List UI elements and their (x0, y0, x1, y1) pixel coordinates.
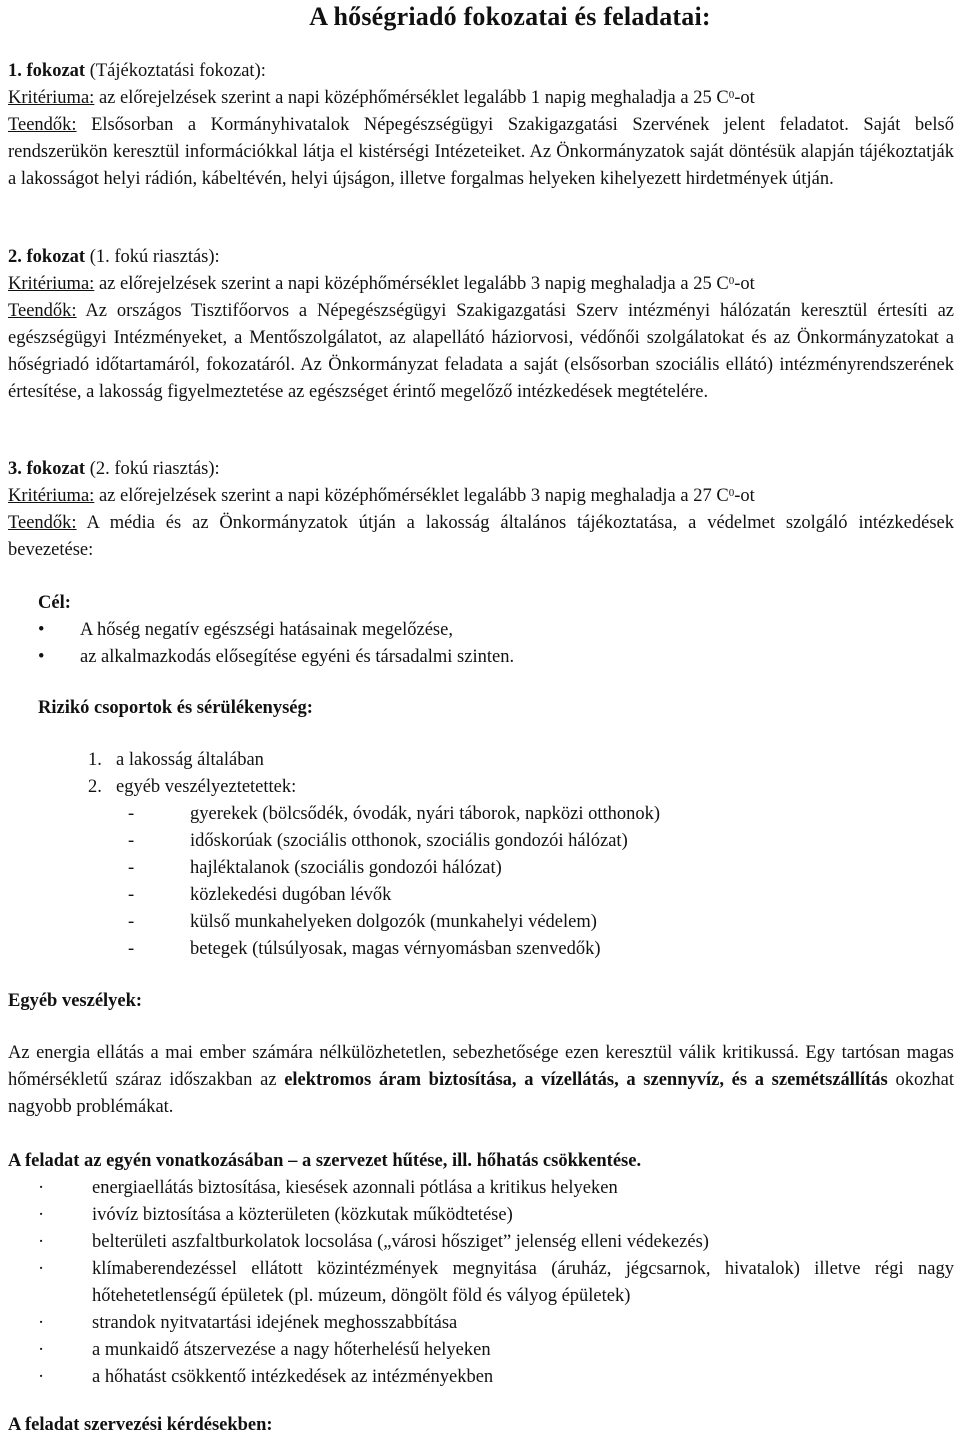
risk-number: 1. (88, 750, 102, 770)
risk-dash-text: időskorúak (szociális otthonok, szociális gondozói hálózat) (190, 831, 628, 851)
middot-marker: · (38, 1340, 45, 1360)
middot-marker: · (38, 1259, 45, 1279)
level2-section (8, 244, 954, 406)
level1-tasks-text: Elsősorban a Kormányhivatalok Népegészségügyi Szakigazgatási Szervének jelent feladatot. Saját belső rendszerükön keresztül információkkal látja el kistérségi Intézeteiket. Az Önkormányzatok saját döntésük alapján tájékoztatják a lakosságot helyi rádión, kábeltévén, helyi újságon, illetve forgalmas helyeken kihelyezett hirdetmények útján. (8, 115, 954, 189)
dash-marker: - (128, 912, 135, 932)
level3-criteria-text: az előrejelzések szerint a napi középhőmérséklet legalább 3 napig meghaladja a 27 C (94, 486, 729, 506)
other-paragraph (8, 1040, 954, 1121)
risk-dash-text: külső munkahelyeken dolgozók (munkahelyi védelem) (190, 912, 597, 932)
level1-criteria-label: Kritériuma: (8, 88, 95, 108)
goal-item-text: az alkalmazkodás elősegítése egyéni és társadalmi szinten. (80, 647, 515, 667)
other-text-bold: elektromos áram biztosítása, a vízellátás, a szennyvíz, és a szemétszállítás (284, 1070, 888, 1090)
task-item (38, 1229, 954, 1256)
risk-dash-item (128, 882, 391, 909)
risk-dash-item (128, 909, 597, 936)
risk-dash-item (128, 855, 502, 882)
task-item (38, 1175, 954, 1202)
goal-item-text: A hőség negatív egészségi hatásainak megelőzése, (80, 620, 453, 640)
task-item-text: a hőhatást csökkentő intézkedések az intézményekben (92, 1367, 494, 1387)
bullet-icon: • (38, 647, 45, 667)
risk-dash-text: gyerekek (bölcsődék, óvodák, nyári táborok, napközi otthonok) (190, 804, 661, 824)
level2-tasks-label: Teendők: (8, 301, 77, 321)
level2-tasks-text: Az országos Tisztifőorvos a Népegészségügyi Szakigazgatási Szerv intézményi hálózatán keresztül értesíti az egészségügyi Intézményeket, a Mentőszolgálatot, az alapellátó háziorvosi, védőnői szolgálatokat és az Önkormányzatokat a hőségriadó időtartamáról, fokozatáról. Az Önkormányzat feladata a saját (elsősorban szociális ellátó) intézményrendszerének értesítése, a lakosság figyelmeztetése az egészséget érintő megelőző intézkedések megtételére. (8, 301, 954, 402)
level2-criteria-text: az előrejelzések szerint a napi középhőmérséklet legalább 3 napig meghaladja a 25 C (94, 274, 729, 294)
risk-dash-item (128, 828, 628, 855)
task-item (38, 1256, 954, 1310)
level1-tasks-label: Teendők: (8, 115, 77, 135)
level1-section (8, 58, 954, 193)
task-heading-bold: egyén vonatkozásában – a szervezet hűtése, ill. hőhatás csökkentése. (106, 1151, 642, 1171)
other-text-end: okozhat nagyobb problémákat. (8, 1070, 954, 1117)
level1-heading-num: 1. fokozat (8, 61, 86, 81)
risk-numbered-item (88, 774, 296, 801)
risk-numbered-text: a lakosság általában (116, 750, 264, 770)
bullet-icon: • (38, 620, 45, 640)
risk-dash-item (128, 936, 600, 963)
risk-dash-text: hajléktalanok (szociális gondozói hálózat) (190, 858, 502, 878)
level1-criteria-end: -ot (734, 88, 755, 108)
task-item (38, 1310, 954, 1337)
task-item-text: energiaellátás biztosítása, kiesések azonnali pótlása a kritikus helyeken (92, 1178, 618, 1198)
risk-dash-text: közlekedési dugóban lévők (190, 885, 392, 905)
middot-marker: · (38, 1313, 45, 1333)
goal-item (38, 644, 514, 671)
level3-heading-num: 3. fokozat (8, 459, 86, 479)
level2-criteria-sup: 0 (728, 275, 735, 287)
risk-numbered-item (88, 747, 264, 774)
level3-criteria-label: Kritériuma: (8, 486, 95, 506)
level2-criteria-end: -ot (734, 274, 755, 294)
dash-marker: - (128, 939, 135, 959)
risk-heading: Rizikó csoportok és sérülékenység: (38, 698, 313, 718)
dash-marker: - (128, 858, 135, 878)
task-item (38, 1202, 954, 1229)
task-item (38, 1364, 954, 1391)
level1-heading-rest: (Tájékoztatási fokozat): (85, 61, 266, 81)
level1-tasks (8, 112, 954, 193)
level3-tasks-text: A média és az Önkormányzatok útján a lakosság általános tájékoztatása, a védelmet szolgáló intézkedések bevezetése: (8, 513, 954, 560)
level3-criteria-end: -ot (734, 486, 755, 506)
level2-criteria-label: Kritériuma: (8, 274, 95, 294)
risk-number: 2. (88, 777, 102, 797)
task-heading-start: A feladat az (8, 1151, 107, 1171)
other-heading: Egyéb veszélyek: (8, 991, 143, 1011)
risk-dash-item (128, 801, 660, 828)
level1-criteria-text: az előrejelzések szerint a napi középhőmérséklet legalább 1 napig meghaladja a 25 C (94, 88, 729, 108)
dash-marker: - (128, 804, 135, 824)
level2-tasks (8, 298, 954, 406)
level1-criteria (8, 85, 954, 112)
level3-tasks (8, 510, 954, 564)
task-item-text: strandok nyitvatartási idejének meghosszabbítása (92, 1313, 458, 1333)
middot-marker: · (38, 1367, 45, 1387)
level3-tasks-label: Teendők: (8, 513, 77, 533)
task-item-text: klímaberendezéssel ellátott közintézmények megnyitása (áruház, jégcsarnok, hivatalok) illetve régi nagy hőtehetetlenségű épületek (pl. múzeum, döngölt föld és vályog épületek) (92, 1259, 954, 1306)
goal-heading: Cél: (38, 593, 71, 613)
middot-marker: · (38, 1178, 45, 1198)
goal-item (38, 617, 453, 644)
org-heading: A feladat szervezési kérdésekben: (8, 1415, 273, 1435)
level1-criteria-sup: 0 (728, 89, 735, 101)
middot-marker: · (38, 1232, 45, 1252)
other-text-start: Az energia ellátás a mai ember számára nélkülözhetetlen, sebezhetősége ezen keresztül válik kritikussá. Egy tartósan magas hőmérsékletű száraz időszakban az (8, 1043, 954, 1090)
risk-numbered-text: egyéb veszélyeztetettek: (116, 777, 297, 797)
level2-heading (8, 244, 954, 271)
dash-marker: - (128, 831, 135, 851)
level3-criteria-sup: 0 (728, 487, 735, 499)
level3-criteria (8, 483, 954, 510)
level2-criteria (8, 271, 954, 298)
level3-heading (8, 456, 954, 483)
level3-heading-rest: (2. fokú riasztás): (85, 459, 220, 479)
level1-heading (8, 58, 954, 85)
task-item-text: belterületi aszfaltburkolatok locsolása („városi hősziget” jelenség elleni védekezés) (92, 1232, 709, 1252)
task-item-text: ivóvíz biztosítása a közterületen (közkutak működtetése) (92, 1205, 513, 1225)
level3-section (8, 456, 954, 564)
dash-marker: - (128, 885, 135, 905)
page-title: A hőségriadó fokozatai és feladatai: (309, 2, 711, 31)
level2-heading-num: 2. fokozat (8, 247, 86, 267)
task-item-text: a munkaidő átszervezése a nagy hőterhelésű helyeken (92, 1340, 491, 1360)
risk-dash-text: betegek (túlsúlyosak, magas vérnyomásban szenvedők) (190, 939, 601, 959)
task-heading (8, 1148, 954, 1175)
middot-marker: · (38, 1205, 45, 1225)
level2-heading-rest: (1. fokú riasztás): (85, 247, 220, 267)
task-item (38, 1337, 954, 1364)
